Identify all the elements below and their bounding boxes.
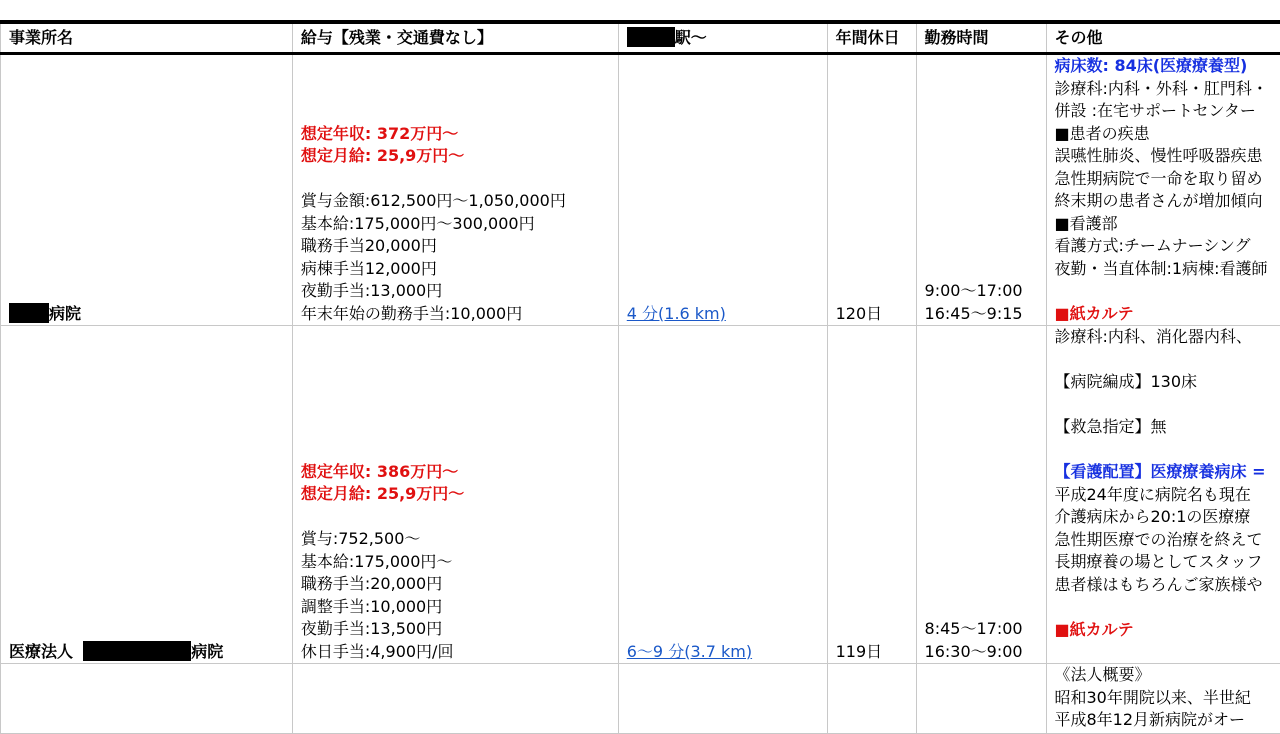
nursing-allocation: 【看護配置】医療療養病床 = [1055,461,1280,484]
redacted-block [627,27,675,47]
redacted-block [83,641,191,661]
sheet-top-strip [0,0,1280,18]
job-listing-table [0,20,1280,734]
other-line: 長期療養の場としてスタッフ [1055,551,1280,574]
header-holidays[interactable]: 年間休日 [827,22,916,54]
cell-salary[interactable] [292,54,618,326]
cell-hours[interactable] [916,54,1046,326]
spacer [1055,349,1280,372]
work-hours: 8:45〜17:00 [925,618,1046,641]
cell-name[interactable] [1,664,293,734]
salary-line: 調整手当:10,000円 [301,596,618,619]
cell-other[interactable] [1046,326,1280,664]
header-station-label: 駅〜 [675,28,707,47]
est-monthly-salary: 想定月給: 25,9万円〜 [301,483,618,506]
est-annual-salary: 想定年収: 372万円〜 [301,123,618,146]
cell-station[interactable] [618,326,827,664]
other-line: 終末期の患者さんが増加傾向 [1055,190,1280,213]
header-name[interactable]: 事業所名 [1,22,293,54]
salary-line: 病棟手当12,000円 [301,258,618,281]
station-distance-link[interactable]: 6〜9 分(3.7 km) [627,642,752,661]
other-line: 診療科:内科・外科・肛門科・ [1055,78,1280,101]
cell-salary[interactable] [292,326,618,664]
cell-holidays[interactable]: 119日 [827,326,916,664]
salary-line: 休日手当:4,900円/回 [301,641,618,664]
header-hours[interactable]: 勤務時間 [916,22,1046,54]
facility-name-prefix: 医療法人 [9,642,73,661]
salary-line: 年末年始の勤務手当:10,000円 [301,303,618,326]
cell-salary[interactable] [292,664,618,734]
spacer [301,506,618,529]
est-annual-salary: 想定年収: 386万円〜 [301,461,618,484]
other-line: 介護病床から20:1の医療療 [1055,506,1280,529]
header-station[interactable] [618,22,827,54]
salary-line: 基本給:175,000円〜 [301,551,618,574]
hospital-structure: 【病院編成】130床 [1055,371,1280,394]
other-line: 平成8年12月新病院がオー [1055,709,1280,732]
cell-name[interactable] [1,54,293,326]
other-line: 急性期病院で一命を取り留め [1055,168,1280,191]
cell-name[interactable] [1,326,293,664]
salary-line: 基本給:175,000円〜300,000円 [301,213,618,236]
salary-line: 賞与:752,500〜 [301,528,618,551]
other-line: 急性期医療での治療を終えて [1055,529,1280,552]
other-line: 併設 :在宅サポートセンター [1055,100,1280,123]
header-salary[interactable]: 給与【残業・交通費なし】 [292,22,618,54]
salary-line: 夜勤手当:13,500円 [301,618,618,641]
salary-line: 賞与金額:612,500円〜1,050,000円 [301,190,618,213]
station-distance-link[interactable]: 4 分(1.6 km) [627,304,726,323]
other-line: 誤嚥性肺炎、慢性呼吸器疾患 [1055,145,1280,168]
cell-holidays[interactable] [827,664,916,734]
emergency-designation: 【救急指定】無 [1055,416,1280,439]
header-row [1,22,1280,54]
work-hours: 16:45〜9:15 [925,303,1046,326]
facility-name: 病院 [191,642,223,661]
departments: 診療科:内科、消化器内科、 [1055,326,1280,349]
cell-holidays[interactable]: 120日 [827,54,916,326]
cell-hours[interactable] [916,664,1046,734]
spacer [1055,596,1280,619]
other-line: 看護方式:チームナーシング [1055,235,1280,258]
spacer [1055,394,1280,417]
bed-count: 病床数: 84床(医療療養型) [1055,55,1280,78]
other-line: 平成24年度に病院名も現在 [1055,484,1280,507]
other-line: 昭和30年開院以来、半世紀 [1055,687,1280,710]
other-line: 患者様はもちろんご家族様や [1055,574,1280,597]
paper-chart-note: ■紙カルテ [1055,303,1280,326]
salary-line: 夜勤手当:13,000円 [301,280,618,303]
table-row [1,664,1280,734]
table-row [1,54,1280,326]
salary-line: 職務手当:20,000円 [301,573,618,596]
cell-other[interactable] [1046,54,1280,326]
work-hours: 9:00〜17:00 [925,280,1046,303]
other-line: 《法人概要》 [1055,664,1280,687]
spacer [301,168,618,191]
other-line: ■患者の疾患 [1055,123,1280,146]
salary-line: 職務手当20,000円 [301,235,618,258]
cell-hours[interactable] [916,326,1046,664]
spacer [1055,439,1280,462]
cell-other[interactable] [1046,664,1280,734]
other-line: ■看護部 [1055,213,1280,236]
work-hours: 16:30〜9:00 [925,641,1046,664]
header-other[interactable]: その他 [1046,22,1280,54]
cell-station[interactable] [618,54,827,326]
redacted-block [9,303,49,323]
spacer [1055,280,1280,303]
cell-station[interactable] [618,664,827,734]
other-line: 夜勤・当直体制:1病棟:看護師 [1055,258,1280,281]
est-monthly-salary: 想定月給: 25,9万円〜 [301,145,618,168]
facility-name: 病院 [49,304,81,323]
table-row [1,326,1280,664]
paper-chart-note: ■紙カルテ [1055,619,1280,642]
